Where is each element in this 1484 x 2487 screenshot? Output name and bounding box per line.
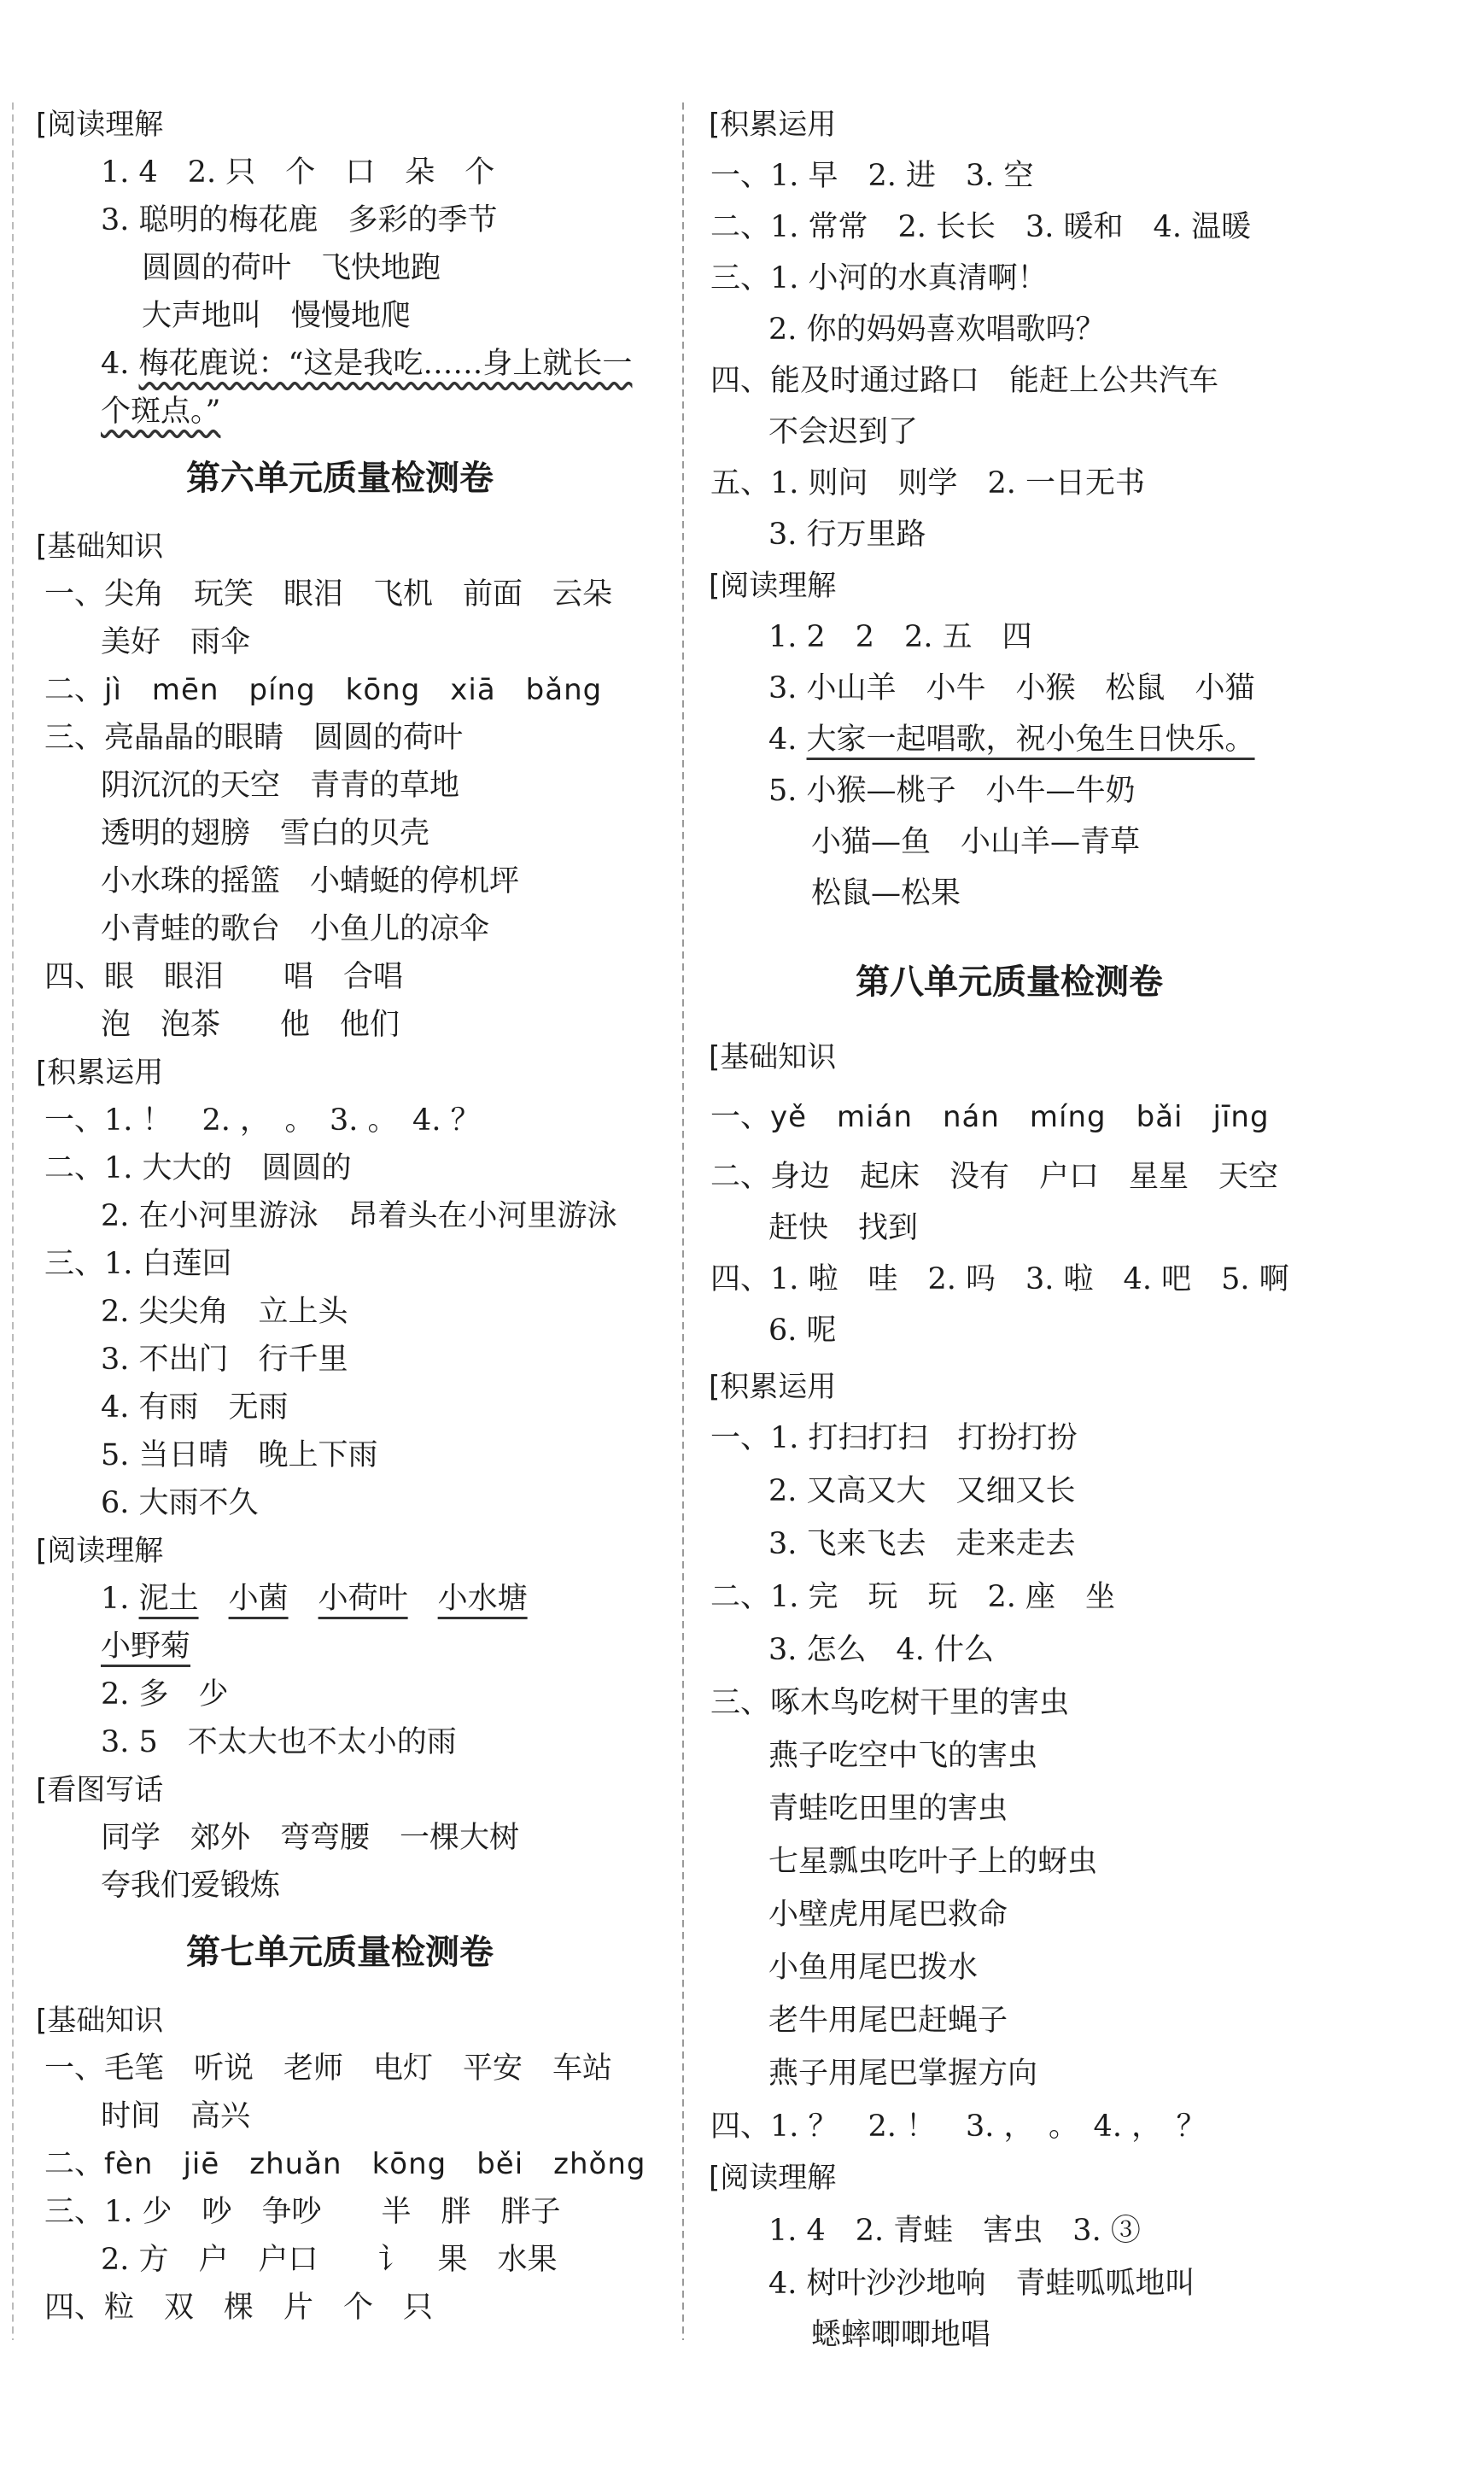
- answer-line: 透明的翅膀 雪白的贝壳: [101, 816, 430, 851]
- answer-line: 2. 在小河里游泳 昂着头在小河里游泳: [101, 1199, 617, 1233]
- answer-line: 一、1. ！ 2. ， 。 3. 。 4. ？: [44, 1103, 481, 1138]
- underlined-answer: 小荷叶: [318, 1582, 408, 1616]
- answer-line: 三、啄木鸟吃树干里的害虫: [710, 1686, 1070, 1720]
- answer-line: 3. 不出门 行千里: [101, 1343, 348, 1377]
- answer-line: 1. 4 2. 只 个 口 朵 个: [101, 155, 495, 190]
- answer-line: 二、1. 大大的 圆圆的: [44, 1151, 352, 1185]
- wavy-underlined-answer: 个斑点。”: [101, 395, 221, 429]
- section-header-basic: [基础知识: [709, 1040, 837, 1074]
- section-header-reading: [阅读理解: [709, 2161, 837, 2195]
- section-header-reading: [阅读理解: [36, 1534, 164, 1568]
- answer-line: 老牛用尾巴赶蝇子: [768, 2004, 1008, 2038]
- column-divider: [682, 102, 684, 2340]
- underlined-answer: 大家一起唱歌，祝小兔生日快乐。: [806, 723, 1255, 757]
- answer-line: 1. 4 2. 青蛙 害虫 3. ③: [768, 2214, 1141, 2248]
- answer-line: 3. 小山羊 小牛 小猴 松鼠 小猫: [768, 671, 1255, 705]
- answer-line: 燕子用尾巴掌握方向: [768, 2057, 1038, 2091]
- answer-line: 小猫—鱼 小山羊—青草: [811, 825, 1141, 859]
- wavy-underlined-answer: 梅花鹿说：“这是我吃……身上就长一: [138, 347, 633, 381]
- answer-line: 小鱼用尾巴拨水: [768, 1951, 979, 1985]
- answer-line: 3. 行万里路: [768, 518, 926, 552]
- answer-line: 一、毛笔 听说 老师 电灯 平安 车站: [44, 2051, 613, 2086]
- answer-line: 3. 飞来飞去 走来走去: [768, 1527, 1076, 1561]
- answer-line: 3. 5 不太大也不太小的雨: [101, 1725, 457, 1759]
- answer-line: 二、身边 起床 没有 户口 星星 天空: [710, 1160, 1279, 1194]
- answer-line: [101, 388, 220, 436]
- answer-line: 小水珠的摇篮 小蜻蜓的停机坪: [101, 864, 520, 898]
- answer-line: 燕子吃空中飞的害虫: [768, 1739, 1038, 1773]
- item-label: 二、: [44, 673, 105, 707]
- answer-line: 4. 树叶沙沙地响 青蛙呱呱地叫: [768, 2267, 1195, 2301]
- answer-prefix: 1.: [101, 1582, 139, 1616]
- answer-line: 四、能及时通过路口 能赶上公共汽车: [710, 364, 1219, 398]
- answer-line: 二、1. 完 玩 玩 2. 座 坐: [710, 1580, 1116, 1614]
- section-header-accumulate: [积累运用: [709, 1370, 837, 1404]
- answer-line: 七星瓢虫吃叶子上的蚜虫: [768, 1845, 1098, 1879]
- answer-prefix: 4.: [101, 347, 139, 381]
- answer-line: 圆圆的荷叶 飞快地跑: [142, 251, 441, 285]
- answer-line: 四、粒 双 棵 片 个 只: [44, 2291, 434, 2325]
- answer-line: 四、1. ？ 2. ！ 3. ， 。 4. ， ？: [710, 2110, 1206, 2144]
- pinyin-answers: fèn jiē zhuǎn kōng běi zhǒng: [104, 2147, 646, 2181]
- item-label: 二、: [44, 2147, 105, 2181]
- answer-line: 2. 多 少: [101, 1677, 229, 1712]
- answer-line: 3. 聪明的梅花鹿 多彩的季节: [101, 203, 498, 237]
- left-margin-rule: [12, 102, 14, 2340]
- answer-line: 小壁虎用尾巴救命: [768, 1898, 1008, 1932]
- answer-line: 泡 泡茶 他 他们: [101, 1008, 400, 1042]
- answer-line: 三、1. 小河的水真清啊！: [710, 261, 1048, 296]
- answer-line: 小青蛙的歌台 小鱼儿的凉伞: [101, 912, 490, 946]
- unit8-title: 第八单元质量检测卷: [856, 963, 1163, 1002]
- unit7-title: 第七单元质量检测卷: [186, 1933, 494, 1972]
- answer-line: [101, 1575, 528, 1623]
- answer-line: 蟋蟀唧唧地唱: [811, 2318, 991, 2352]
- section-header-picture-writing: [看图写话: [36, 1773, 164, 1807]
- answer-line: 不会迟到了: [768, 415, 919, 449]
- answer-line: 2. 又高又大 又细又长: [768, 1474, 1076, 1508]
- answer-line: 松鼠—松果: [811, 876, 961, 910]
- section-header-basic: [基础知识: [36, 530, 164, 564]
- answer-line: [710, 1093, 1270, 1141]
- underlined-answer: 小菌: [228, 1582, 289, 1616]
- answer-line: [101, 340, 632, 388]
- answer-line: [768, 716, 1255, 764]
- item-label: 一、: [710, 1100, 771, 1134]
- answer-line: 四、1. 啦 哇 2. 吗 3. 啦 4. 吧 5. 啊: [710, 1262, 1289, 1296]
- answer-line: 大声地叫 慢慢地爬: [142, 299, 412, 333]
- answer-line: 一、1. 早 2. 进 3. 空: [710, 159, 1034, 193]
- answer-line: 同学 郊外 弯弯腰 一棵大树: [101, 1821, 520, 1855]
- answer-line: 三、1. 少 吵 争吵 半 胖 胖子: [44, 2195, 561, 2229]
- answer-line: 1. 2 2 2. 五 四: [768, 620, 1032, 654]
- answer-line: 3. 怎么 4. 什么: [768, 1633, 995, 1667]
- answer-line: 美好 雨伞: [101, 625, 251, 659]
- answer-line: 2. 尖尖角 立上头: [101, 1295, 348, 1329]
- section-header-basic: [基础知识: [36, 2004, 164, 2038]
- answer-line: 一、1. 打扫打扫 打扮打扮: [710, 1421, 1078, 1455]
- section-header-reading: [阅读理解: [36, 108, 164, 142]
- underlined-answer: 泥土: [138, 1582, 199, 1616]
- answer-line: 五、1. 则问 则学 2. 一日无书: [710, 466, 1146, 500]
- answer-line: 一、尖角 玩笑 眼泪 飞机 前面 云朵: [44, 577, 613, 612]
- pinyin-answers: yě mián nán míng bǎi jīng: [770, 1100, 1270, 1134]
- answer-line: 四、眼 眼泪 唱 合唱: [44, 960, 404, 994]
- answer-line: 赶快 找到: [768, 1211, 919, 1245]
- answer-line: [44, 2140, 646, 2188]
- answer-line: 5. 当日晴 晚上下雨: [101, 1438, 378, 1472]
- answer-line: [44, 666, 602, 714]
- answer-line: 三、1. 白莲回: [44, 1247, 232, 1281]
- section-header-reading: [阅读理解: [709, 569, 837, 603]
- answer-line: 阴沉沉的天空 青青的草地: [101, 769, 460, 803]
- underlined-answer: 小水塘: [437, 1582, 528, 1616]
- answer-line: 4. 有雨 无雨: [101, 1390, 289, 1425]
- answer-line: [101, 1623, 190, 1671]
- answer-prefix: 4.: [768, 723, 807, 757]
- answer-line: 2. 方 户 户口 讠 果 水果: [101, 2243, 558, 2277]
- section-header-accumulate: [积累运用: [709, 108, 837, 142]
- unit6-title: 第六单元质量检测卷: [186, 459, 494, 498]
- section-header-accumulate: [积累运用: [36, 1056, 164, 1090]
- answer-line: 二、1. 常常 2. 长长 3. 暖和 4. 温暖: [710, 210, 1252, 244]
- answer-line: 时间 高兴: [101, 2099, 251, 2133]
- answer-line: 6. 呢: [768, 1314, 837, 1348]
- answer-line: 青蛙吃田里的害虫: [768, 1792, 1008, 1826]
- answer-line: 夸我们爱锻炼: [101, 1869, 281, 1903]
- answer-line: 6. 大雨不久: [101, 1486, 259, 1520]
- underlined-answer: 小野菊: [101, 1630, 191, 1664]
- answer-line: 三、亮晶晶的眼睛 圆圆的荷叶: [44, 721, 464, 755]
- answer-line: 2. 你的妈妈喜欢唱歌吗？: [768, 313, 1106, 347]
- answer-line: 5. 小猴—桃子 小牛—牛奶: [768, 774, 1136, 808]
- pinyin-answers: jì mēn píng kōng xiā bǎng: [104, 673, 603, 707]
